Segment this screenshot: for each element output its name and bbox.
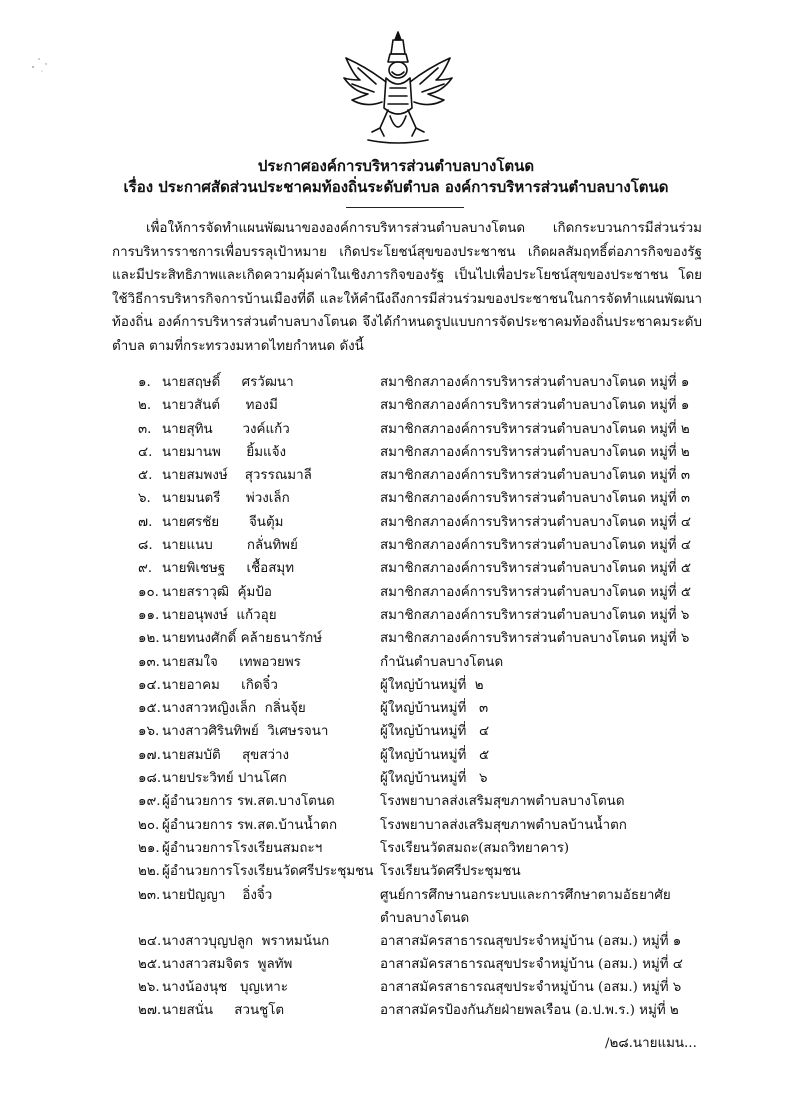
member-name: ผู้อำนวยการโรงเรียนวัดศรีประชุมชน [162,864,374,880]
member-name: นายปัญญา อิ่งจิ๋ว [162,887,273,903]
member-name: นายทนงศักดิ์ คล้ายธนารักษ์ [162,631,323,647]
garuda-emblem-icon [338,28,458,150]
list-item [138,581,738,604]
list-item [138,884,738,930]
member-role: ศูนย์การศึกษานอกระบบและการศึกษาตามอัธยาศัย [380,887,671,903]
item-number: ๑๒. [138,631,160,647]
item-number: ๒๖. [138,980,160,996]
list-item [138,511,738,534]
member-role: โรงเรียนวัดศรีประชุมชน [380,864,521,880]
member-name: นายประวิทย์ ปานโศก [162,771,287,787]
list-item [138,441,738,464]
list-item [138,790,738,813]
list-item [138,627,738,650]
member-role: สมาชิกสภาองค์การบริหารส่วนตำบลบางโตนด หมู่ที่ ๕ [380,584,692,600]
list-item [138,371,738,394]
member-name: นายสมพงษ์ สุวรรณมาลี [162,468,312,484]
title-divider [346,207,464,208]
member-role: ผู้ใหญ่บ้านหมู่ที่ ๕ [380,747,490,763]
list-item [138,720,738,743]
list-item [138,837,738,860]
member-role: สมาชิกสภาองค์การบริหารส่วนตำบลบางโตนด หมู่ที่ ๑ [380,398,690,414]
list-item [138,860,738,883]
member-name: นายสมใจ เทพอวยพร [162,654,301,670]
member-role: สมาชิกสภาองค์การบริหารส่วนตำบลบางโตนด หมู่ที่ ๖ [380,631,690,647]
item-number: ๙. [138,561,153,577]
member-role-continued: ตำบลบางโตนด [380,910,470,926]
item-number: ๑๑. [138,607,160,623]
member-role: ผู้ใหญ่บ้านหมู่ที่ ๖ [380,771,488,787]
list-item [138,487,738,510]
item-number: ๑๖. [138,724,160,740]
member-role: อาสาสมัครป้องกันภัยฝ่ายพลเรือน (อ.ป.พ.ร.) หมู่ที่ ๒ [380,1003,679,1019]
list-item [138,814,738,837]
member-name: ผู้อำนวยการ รพ.สต.บางโตนด [162,794,335,810]
announcement-subject: เรื่อง ประกาศสัดส่วนประชาคมท้องถิ่นระดับตำบล องค์การบริหารส่วนตำบลบางโตนด [123,178,669,196]
member-name: นายมานพ ยิ้มแจ้ง [162,444,287,460]
item-number: ๖. [138,491,151,507]
list-item [138,418,738,441]
item-number: ๒. [138,398,152,414]
list-item [138,674,738,697]
member-role: ผู้ใหญ่บ้านหมู่ที่ ๔ [380,724,490,740]
member-role: สมาชิกสภาองค์การบริหารส่วนตำบลบางโตนด หมู่ที่ ๔ [380,514,692,530]
list-item [138,394,738,417]
list-item [138,999,738,1022]
member-role: ผู้ใหญ่บ้านหมู่ที่ ๒ [380,677,484,693]
member-role: สมาชิกสภาองค์การบริหารส่วนตำบลบางโตนด หมู่ที่ ๖ [380,607,690,623]
member-name: นายพิเชษฐ เชื้อสมุท [162,561,295,577]
continuation-note: /๒๘.นายแมน... [605,1036,697,1051]
item-number: ๒๔. [138,933,162,949]
item-number: ๘. [138,538,153,554]
member-name: นายสราวุฒิ คุ้มป้อ [162,584,272,600]
member-role: สมาชิกสภาองค์การบริหารส่วนตำบลบางโตนด หมู่ที่ ๓ [380,491,691,507]
member-role: สมาชิกสภาองค์การบริหารส่วนตำบลบางโตนด หมู่ที่ ๒ [380,421,690,437]
member-role: สมาชิกสภาองค์การบริหารส่วนตำบลบางโตนด หมู่ที่ ๓ [380,468,691,484]
member-name: ผู้อำนวยการ รพ.สต.บ้านน้ำตก [162,817,338,833]
member-role: กำนันตำบลบางโตนด [380,654,504,670]
member-name: นางน้องนุช บุญเหาะ [162,980,288,996]
member-name: นายอนุพงษ์ แก้วอุย [162,607,277,623]
member-name: นายวสันต์ ทองมี [162,398,278,414]
member-name: นางสาวหญิงเล็ก กลิ่นจุ้ย [162,701,306,717]
member-name: นายสุทิน วงค์แก้ว [162,421,290,437]
member-role: โรงเรียนวัดสมถะ(สมถวิทยาคาร) [380,840,570,856]
list-item [138,976,738,999]
item-number: ๑๘. [138,771,162,787]
member-name: นายสนั่น สวนชูโต [162,1003,285,1019]
item-number: ๒๑. [138,840,160,856]
item-number: ๓. [138,421,152,437]
list-item [138,953,738,976]
member-name: นางสาวสมจิตร พูลทัพ [162,956,293,972]
item-number: ๗. [138,514,153,530]
scan-specks [30,55,54,75]
member-name: นายแนบ กลั่นทิพย์ [162,538,298,554]
member-role: อาสาสมัครสาธารณสุขประจำหมู่บ้าน (อสม.) หมู่ที่ ๑ [380,933,682,949]
announcement-title: ประกาศองค์การบริหารส่วนตำบลบางโตนด [257,157,535,175]
item-number: ๒๒. [138,864,160,880]
member-name: นายสมบัติ สุขสว่าง [162,747,290,763]
item-number: ๒๐. [138,817,160,833]
intro-paragraph: เพื่อให้การจัดทำแผนพัฒนาขององค์การบริหารส่วนตำบลบางโตนด เกิดกระบวนการมีส่วนร่วม การบริหารราชการเพื่อบรรลุเป้าหมาย เกิดประโยชน์สุขของประชาชน เกิดผลสัมฤทธิ์ต่อภารกิจของรัฐ และมีประสิทธิภาพและเกิดความคุ้มค่าในเชิงภารกิจของรัฐ เป็นไปเพื่อประโยชน์สุขของประชาชน โดยใช้วิธีการบริหารกิจการบ้านเมืองที่ดี และให้คำนึงถึงการมีส่วนร่วมของประชาชนในการจัดทำแผนพัฒนาท้องถิ่น องค์การบริหารส่วนตำบลบางโตนด จึงได้กำหนดรูปแบบการจัดประชาคมท้องถิ่นประชาคมระดับตำบล ตามที่กระทรวงมหาดไทยกำหนด ดังนี้ [112,221,702,354]
member-role: สมาชิกสภาองค์การบริหารส่วนตำบลบางโตนด หมู่ที่ ๕ [380,561,692,577]
member-name: นายสฤษดิ์ ศรวัฒนา [162,375,294,390]
list-item [138,557,738,580]
list-item [138,697,738,720]
member-role: สมาชิกสภาองค์การบริหารส่วนตำบลบางโตนด หมู่ที่ ๑ [380,375,690,390]
item-number: ๕. [138,468,153,484]
item-number: ๑๗. [138,747,161,763]
item-number: ๑๔. [138,677,161,693]
item-number: ๒๕. [138,956,162,972]
item-number: ๔. [138,444,153,460]
member-role: สมาชิกสภาองค์การบริหารส่วนตำบลบางโตนด หมู่ที่ ๒ [380,444,690,460]
item-number: ๑. [138,375,151,390]
member-role: อาสาสมัครสาธารณสุขประจำหมู่บ้าน (อสม.) หมู่ที่ ๔ [380,956,683,972]
item-number: ๒๓. [138,887,161,903]
member-name: นายอาคม เกิดจิ๋ว [162,677,278,693]
item-number: ๑๐. [138,584,159,600]
member-role: ผู้ใหญ่บ้านหมู่ที่ ๓ [380,701,489,717]
list-item [138,651,738,674]
member-role: อาสาสมัครสาธารณสุขประจำหมู่บ้าน (อสม.) หมู่ที่ ๖ [380,980,682,996]
member-list [138,371,738,1023]
list-item [138,604,738,627]
member-name: นางสาวบุญปลูก พราหมน้นก [162,933,330,949]
item-number: ๑๓. [138,654,160,670]
list-item [138,744,738,767]
item-number: ๑๕. [138,701,161,717]
item-number: ๒๗. [138,1003,162,1019]
member-name: ผู้อำนวยการโรงเรียนสมถะฯ [162,840,323,856]
item-number: ๑๙. [138,794,161,810]
list-item [138,534,738,557]
list-item [138,767,738,790]
member-name: นางสาวศิรินทิพย์ วิเศษรจนา [162,724,329,740]
member-role: สมาชิกสภาองค์การบริหารส่วนตำบลบางโตนด หมู่ที่ ๔ [380,538,692,554]
member-name: นายศรชัย จีนตุ้ม [162,514,284,530]
member-role: โรงพยาบาลส่งเสริมสุขภาพตำบลบางโตนด [380,794,625,810]
member-name: นายมนตรี พ่วงเล็ก [162,491,290,507]
list-item [138,464,738,487]
member-role: โรงพยาบาลส่งเสริมสุขภาพตำบลบ้านน้ำตก [380,817,627,833]
list-item [138,930,738,953]
